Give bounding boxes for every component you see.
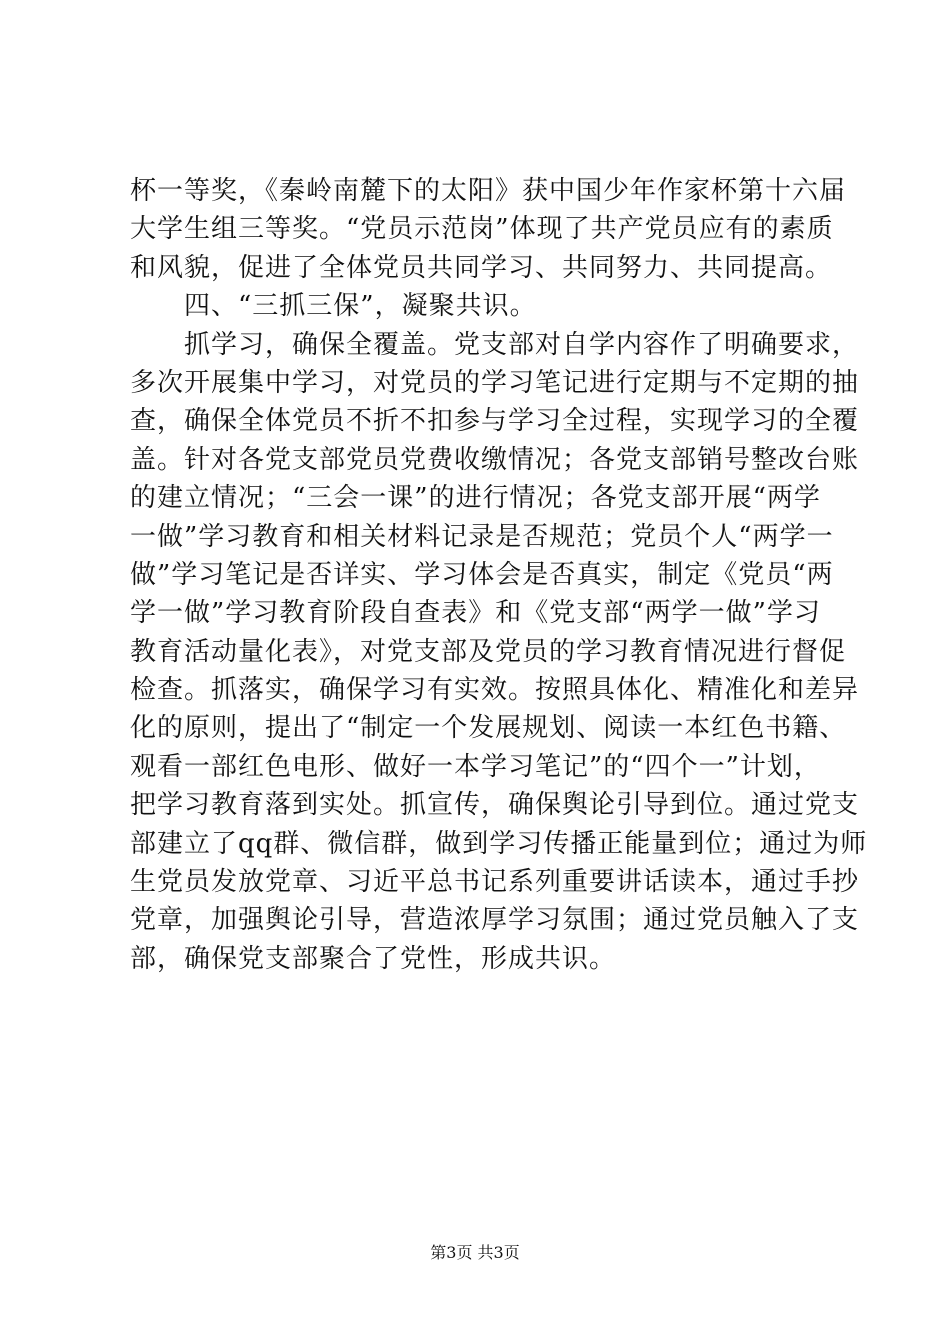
section-heading: 四、“三抓三保”，凝聚共识。 bbox=[184, 291, 537, 322]
text-line: 党章，加强舆论引导，营造浓厚学习氛围；通过党员触入了支 bbox=[130, 905, 860, 936]
text-line: 检查。抓落实，确保学习有实效。按照具体化、精准化和差异 bbox=[130, 675, 860, 706]
page-number-footer: 第3页 共3页 bbox=[430, 1243, 520, 1262]
text-line: 查，确保全体党员不折不扣参与学习全过程，实现学习的全覆 bbox=[130, 406, 860, 437]
body-text bbox=[130, 172, 868, 978]
text-line: 教育活动量化表》，对党支部及党员的学习教育情况进行督促 bbox=[130, 636, 847, 667]
text-line: 部，确保党支部聚合了党性，形成共识。 bbox=[130, 943, 617, 974]
text-line: 和风貌，促进了全体党员共同学习、共同努力、共同提高。 bbox=[130, 252, 833, 283]
text-line: 部建立了qq群、微信群，做到学习传播正能量到位；通过为师 bbox=[130, 828, 868, 859]
text-line: 盖。针对各党支部党员党费收缴情况；各党支部销号整改台账 bbox=[130, 444, 860, 475]
text-line: 把学习教育落到实处。抓宣传，确保舆论引导到位。通过党支 bbox=[130, 790, 860, 821]
text-line: 抓学习，确保全覆盖。党支部对自学内容作了明确要求， bbox=[184, 329, 860, 360]
text-line: 做”学习笔记是否详实、学习体会是否真实，制定《党员“两 bbox=[130, 559, 834, 590]
text-line: 学一做”学习教育阶段自查表》和《党支部“两学一做”学习 bbox=[130, 598, 821, 629]
text-line: 多次开展集中学习，对党员的学习笔记进行定期与不定期的抽 bbox=[130, 367, 860, 398]
text-line: 观看一部红色电形、做好一本学习笔记”的“四个一”计划， bbox=[130, 751, 821, 782]
text-line: 一做”学习教育和相关材料记录是否规范；党员个人“两学一 bbox=[130, 521, 834, 552]
text-line: 杯一等奖，《秦岭南麓下的太阳》获中国少年作家杯第十六届 bbox=[130, 176, 847, 206]
text-line: 化的原则，提出了“制定一个发展规划、阅读一本红色书籍、 bbox=[130, 713, 847, 744]
text-line: 的建立情况；“三会一课”的进行情况；各党支部开展“两学 bbox=[130, 483, 821, 514]
text-line: 大学生组三等奖。“党员示范岗”体现了共产党员应有的素质 bbox=[130, 214, 834, 245]
text-line: 生党员发放党章、习近平总书记系列重要讲话读本，通过手抄 bbox=[130, 867, 860, 898]
